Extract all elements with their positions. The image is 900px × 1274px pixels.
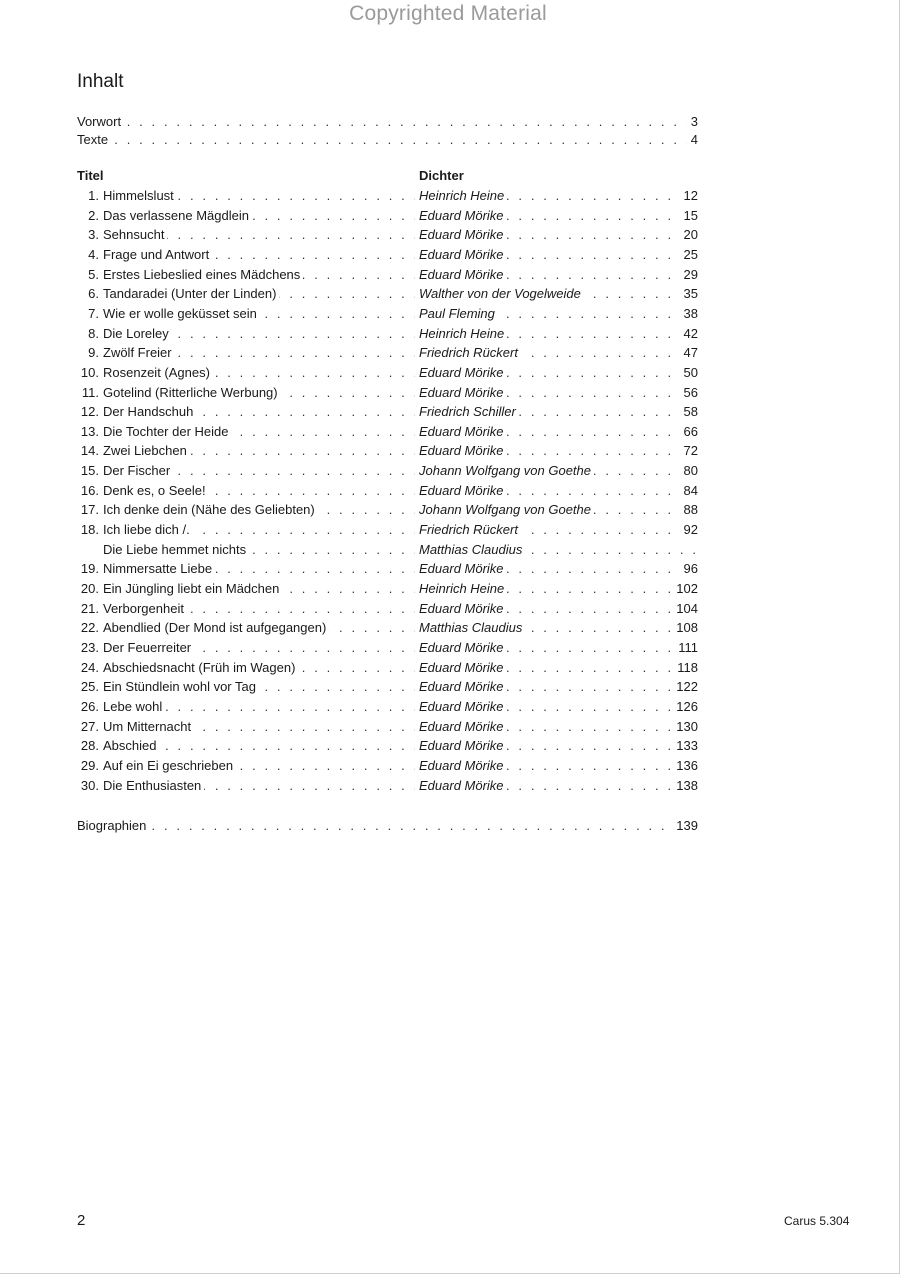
entry-poet: Eduard Mörike [419, 599, 507, 619]
entry-page: 66 [680, 422, 698, 442]
toc-entry [77, 559, 698, 579]
toc-entry [77, 540, 698, 560]
entry-number: 8. [88, 325, 99, 341]
toc-page: 3 [687, 112, 698, 132]
entry-title: Die Loreley [103, 324, 172, 344]
entry-title: Zwei Liebchen [103, 441, 190, 461]
entry-page: 92 [680, 520, 698, 540]
entry-title: Die Enthusiasten [103, 776, 204, 796]
entry-title: Die Tochter der Heide [103, 422, 232, 442]
entry-title: Zwölf Freier [103, 343, 175, 363]
dot-leader [77, 130, 698, 150]
entry-page: 118 [673, 658, 698, 678]
entry-number: 21. [80, 600, 99, 616]
entry-page: 50 [680, 363, 698, 383]
column-header-title: Titel [77, 168, 104, 183]
entry-number: 20. [80, 581, 99, 596]
entry-poet: Eduard Mörike [419, 756, 507, 776]
entry-title: Verborgenheit [103, 599, 187, 619]
entry-number: 13. [80, 423, 99, 439]
entry-number: 12. [80, 404, 99, 420]
entry-page: 20 [680, 225, 698, 245]
toc-entry [77, 638, 698, 658]
entry-number: 11. [81, 384, 99, 400]
entry-number: 22. [80, 620, 99, 636]
entry-number: 5. [88, 266, 99, 282]
entry-page: 130 [672, 717, 698, 737]
entry-number: 27. [80, 718, 99, 734]
entry-page: 126 [672, 697, 698, 717]
entry-title: Denk es, o Seele! [103, 481, 209, 501]
entry-poet: Eduard Mörike [419, 638, 507, 658]
toc-entry [77, 461, 698, 481]
entry-title: Abendlied (Der Mond ist aufgegangen) [103, 618, 329, 638]
toc-entry [77, 265, 698, 285]
entry-page: 138 [672, 776, 698, 796]
entry-poet: Eduard Mörike [419, 206, 507, 226]
entry-title: Rosenzeit (Agnes) [103, 363, 213, 383]
entry-page: 96 [680, 559, 698, 579]
entry-page: 47 [680, 343, 698, 363]
entry-page: 102 [672, 579, 698, 599]
entry-title: Sehnsucht [103, 225, 167, 245]
entry-poet: Friedrich Rückert [419, 343, 521, 363]
entry-poet: Eduard Mörike [419, 717, 507, 737]
entry-title: Abschied [103, 736, 159, 756]
page-number: 2 [77, 1212, 86, 1229]
entry-number: 17. [80, 502, 99, 518]
entry-number: 23. [80, 639, 99, 655]
entry-page: 38 [680, 304, 698, 324]
entry-title: Der Feuerreiter [103, 638, 194, 658]
entry-poet: Friedrich Schiller [419, 402, 519, 422]
entry-number: 25. [80, 679, 99, 695]
entry-poet: Matthias Claudius [419, 540, 525, 560]
entry-number: 26. [80, 698, 99, 714]
entry-poet: Eduard Mörike [419, 245, 507, 265]
entry-poet: Eduard Mörike [419, 677, 507, 697]
entry-page: 72 [680, 441, 698, 461]
toc-entry [77, 383, 698, 403]
toc-entry [77, 402, 698, 422]
entry-poet: Eduard Mörike [419, 697, 507, 717]
toc-label: Biographien [77, 816, 149, 836]
entry-number: 18. [80, 522, 99, 538]
entry-title: Lebe wohl [103, 697, 165, 717]
page-title: Inhalt [77, 71, 124, 92]
toc-entry [77, 441, 698, 461]
dot-leader [77, 112, 698, 132]
entry-title: Das verlassene Mägdlein [103, 206, 252, 226]
entry-page: 35 [680, 284, 698, 304]
entry-page: 111 [674, 638, 698, 658]
entry-page: 136 [672, 756, 698, 776]
entry-number: 9. [88, 345, 99, 361]
entry-page: 88 [680, 500, 698, 520]
toc-entry [77, 776, 698, 796]
entry-poet: Eduard Mörike [419, 559, 507, 579]
entry-title: Wie er wolle geküsset sein [103, 304, 260, 324]
toc-entry [77, 599, 698, 619]
entry-number: 30. [80, 777, 99, 793]
toc-entry [77, 186, 698, 206]
toc-front-row [77, 130, 698, 150]
entry-poet: Paul Fleming [419, 304, 498, 324]
watermark: Copyrighted Material [349, 2, 547, 25]
entry-page: 122 [672, 677, 698, 697]
toc-entry [77, 520, 698, 540]
toc-entry [77, 422, 698, 442]
entry-number: 2. [88, 207, 99, 223]
toc-entry [77, 500, 698, 520]
column-header-poet: Dichter [419, 168, 464, 183]
toc-entry [77, 736, 698, 756]
entry-poet: Matthias Claudius [419, 618, 525, 638]
entry-poet: Eduard Mörike [419, 776, 507, 796]
entry-number: 14. [80, 443, 99, 459]
toc-entry [77, 284, 698, 304]
entry-page: 12 [680, 186, 698, 206]
entry-poet: Eduard Mörike [419, 658, 507, 678]
entry-page: 56 [680, 383, 698, 403]
entry-page: 15 [680, 206, 698, 226]
toc-entry [77, 717, 698, 737]
entry-number: 15. [80, 463, 99, 479]
entry-title: Tandaradei (Unter der Linden) [103, 284, 279, 304]
entry-page: 42 [680, 324, 698, 344]
entry-page: 80 [680, 461, 698, 481]
entry-page: 104 [672, 599, 698, 619]
entry-poet: Heinrich Heine [419, 579, 507, 599]
entry-poet: Johann Wolfgang von Goethe [419, 461, 594, 481]
toc-entry [77, 304, 698, 324]
entry-title: Abschiedsnacht (Früh im Wagen) [103, 658, 298, 678]
entry-title: Ich liebe dich /. [103, 520, 193, 540]
entry-poet: Eduard Mörike [419, 225, 507, 245]
entry-poet: Eduard Mörike [419, 736, 507, 756]
publisher-code: Carus 5.304 [784, 1214, 850, 1228]
entry-title: Frage und Antwort [103, 245, 212, 265]
entry-poet: Eduard Mörike [419, 481, 507, 501]
toc-entry [77, 324, 698, 344]
entry-poet: Eduard Mörike [419, 441, 507, 461]
toc-entry [77, 481, 698, 501]
toc-entry [77, 225, 698, 245]
dot-leader [77, 816, 698, 836]
entry-number: 29. [80, 757, 99, 773]
toc-entry [77, 245, 698, 265]
entry-poet: Eduard Mörike [419, 383, 507, 403]
toc-page: 139 [672, 816, 698, 836]
toc-label: Texte [77, 130, 111, 150]
toc-entry [77, 579, 698, 599]
entry-page: 84 [680, 481, 698, 501]
entry-number: 7. [88, 305, 99, 321]
entry-number: 3. [88, 227, 99, 243]
column-headers [77, 166, 698, 186]
entry-poet: Johann Wolfgang von Goethe [419, 500, 594, 520]
entry-title: Nimmersatte Liebe [103, 559, 215, 579]
entry-title: Erstes Liebeslied eines Mädchens [103, 265, 303, 285]
toc-entry [77, 677, 698, 697]
entry-page: 58 [680, 402, 698, 422]
entry-number: 10. [80, 364, 99, 380]
entry-title: Himmelslust [103, 186, 177, 206]
toc-entry [77, 206, 698, 226]
entry-number: 6. [88, 286, 99, 302]
toc-entry [77, 363, 698, 383]
entry-number: 4. [88, 246, 99, 262]
entry-poet: Eduard Mörike [419, 265, 507, 285]
entry-title: Der Handschuh [103, 402, 196, 422]
toc-page: 4 [687, 130, 698, 150]
entry-number: 1. [88, 188, 99, 203]
toc-entry [77, 756, 698, 776]
entry-page: 108 [672, 618, 698, 638]
entry-title: Der Fischer [103, 461, 173, 481]
entry-title: Um Mitternacht [103, 717, 194, 737]
toc-entry [77, 658, 698, 678]
entry-poet: Walther von der Vogelweide [419, 284, 584, 304]
entry-number: 19. [80, 561, 99, 577]
entry-page: 133 [672, 736, 698, 756]
entry-poet: Heinrich Heine [419, 324, 507, 344]
entry-title: Ein Jüngling liebt ein Mädchen [103, 579, 282, 599]
entry-title: Gotelind (Ritterliche Werbung) [103, 383, 281, 403]
entry-number: 16. [80, 482, 99, 498]
entry-number: 24. [80, 659, 99, 675]
entry-title: Die Liebe hemmet nichts [103, 540, 249, 560]
entry-poet: Eduard Mörike [419, 363, 507, 383]
entry-number: 28. [80, 738, 99, 754]
entry-page: 29 [680, 265, 698, 285]
entry-title: Ich denke dein (Nähe des Geliebten) [103, 500, 318, 520]
entry-page: 25 [680, 245, 698, 265]
toc-entry [77, 618, 698, 638]
entry-poet: Friedrich Rückert [419, 520, 521, 540]
entry-poet: Eduard Mörike [419, 422, 507, 442]
toc-label: Vorwort [77, 112, 124, 132]
entry-title: Ein Stündlein wohl vor Tag [103, 677, 259, 697]
toc-entry [77, 343, 698, 363]
entry-poet: Heinrich Heine [419, 186, 507, 206]
entry-title: Auf ein Ei geschrieben [103, 756, 236, 776]
toc-entry [77, 697, 698, 717]
toc-back-row [77, 816, 698, 836]
toc-front-row [77, 112, 698, 132]
